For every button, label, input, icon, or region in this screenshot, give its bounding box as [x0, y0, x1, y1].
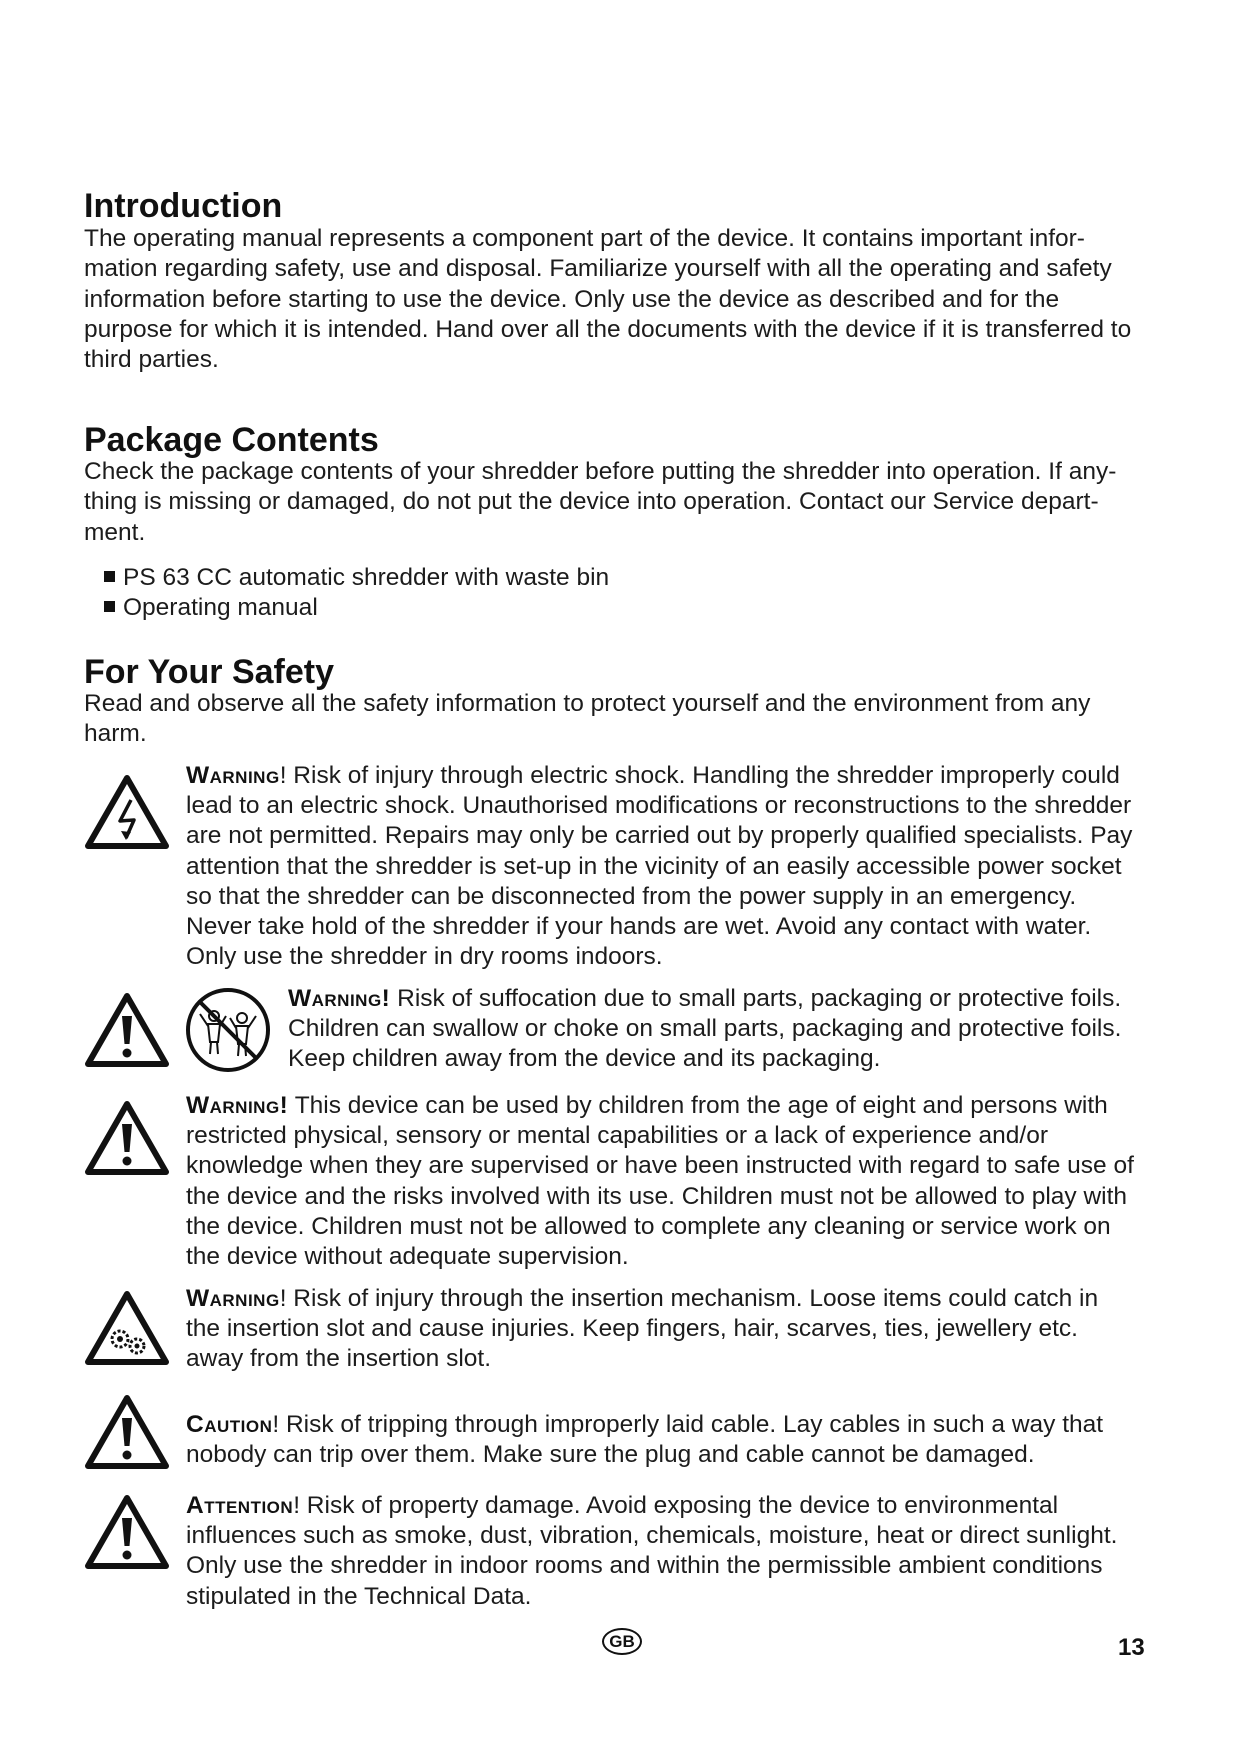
- electric-shock-warning-icon: [84, 774, 170, 850]
- gear-entanglement-warning-icon: [84, 1290, 170, 1366]
- electric-shock-warning-text: Warning! Risk of injury through electric shock. Handling the shredder improperly could lead to an electric shock. Unauthorised modifications or reconstructions to the shredder are not permitted. Repairs may only be carried out by properly qualified specialists. Pay attention that the shredder is set-up in the vicinity of an easily accessible power socket so that the shredder can be disconnected from the power supply in an emergency. Never take hold of the shredder if your hands are wet. Avoid any contact with water. Only use the shredder in dry rooms indoors.: [186, 762, 1133, 971]
- warning-label: Warning: [186, 1285, 280, 1312]
- introduction-heading: Introduction: [84, 187, 283, 225]
- exclamation-warning-icon: [84, 1494, 170, 1570]
- attention-label: Attention: [186, 1492, 294, 1519]
- warning-label: Warning!: [186, 1092, 289, 1119]
- children-supervision-warning-text: Warning! This device can be used by children from the age of eight and persons with restricted physical, sensory or mental capabilities or a lack of experience and/or knowledge when they are supervised or have been instructed with regard to safe use of the device and the risks involved with its use. Children must not be allowed to play with the device. Children must not be allowed to complete any cleaning or service work on the device without adequate supervision.: [186, 1092, 1134, 1271]
- package-contents-paragraph: Check the package contents of your shredder before putting the shredder into operation. If any- thing is missing or damaged, do not put the device into operation. Contact our Service depart- ment.: [84, 458, 1117, 546]
- caution-label: Caution: [186, 1411, 273, 1438]
- no-children-icon: [184, 986, 272, 1074]
- package-contents-heading: Package Contents: [84, 421, 379, 459]
- list-item: PS 63 CC automatic shredder with waste bin: [104, 563, 609, 593]
- exclamation-warning-icon: [84, 1394, 170, 1470]
- insertion-mechanism-warning-text: Warning! Risk of injury through the insertion mechanism. Loose items could catch in the insertion slot and cause injuries. Keep fingers, hair, scarves, ties, jewellery etc. away from the insertion slot.: [186, 1285, 1099, 1373]
- safety-heading: For Your Safety: [84, 653, 335, 691]
- warning-label: Warning: [186, 762, 280, 789]
- list-item: Operating manual: [104, 593, 609, 623]
- tripping-caution-text: Caution! Risk of tripping through improperly laid cable. Lay cables in such a way that nobody can trip over them. Make sure the plug and cable cannot be damaged.: [186, 1411, 1104, 1469]
- safety-intro-paragraph: Read and observe all the safety information to protect yourself and the environment from any harm.: [84, 690, 1091, 748]
- package-contents-list: [104, 563, 609, 624]
- exclamation-warning-icon: [84, 1100, 170, 1176]
- language-badge: GB: [602, 1628, 642, 1655]
- bullet-square-icon: [104, 601, 115, 612]
- bullet-square-icon: [104, 571, 115, 582]
- suffocation-warning-text: Warning! Risk of suffocation due to small parts, packaging or protective foils. Children can swallow or choke on small parts, packaging and protective foils. Keep children away from the device and its packaging.: [288, 985, 1122, 1073]
- page-number: 13: [1118, 1634, 1145, 1661]
- introduction-paragraph: The operating manual represents a component part of the device. It contains important infor- mation regarding safety, use and disposal. Familiarize yourself with all the operating and safety information before starting to use the device. Only use the device as described and for the purpose for which it is intended. Hand over all the documents with the device if it is transferred to third parties.: [84, 225, 1132, 374]
- warning-label: Warning!: [288, 985, 391, 1012]
- exclamation-warning-icon: [84, 992, 170, 1068]
- property-damage-attention-text: Attention! Risk of property damage. Avoid exposing the device to environmental influences such as smoke, dust, vibration, chemicals, moisture, heat or direct sunlight. Only use the shredder in indoor rooms and within the permissible ambient conditions stipulated in the Technical Data.: [186, 1492, 1118, 1610]
